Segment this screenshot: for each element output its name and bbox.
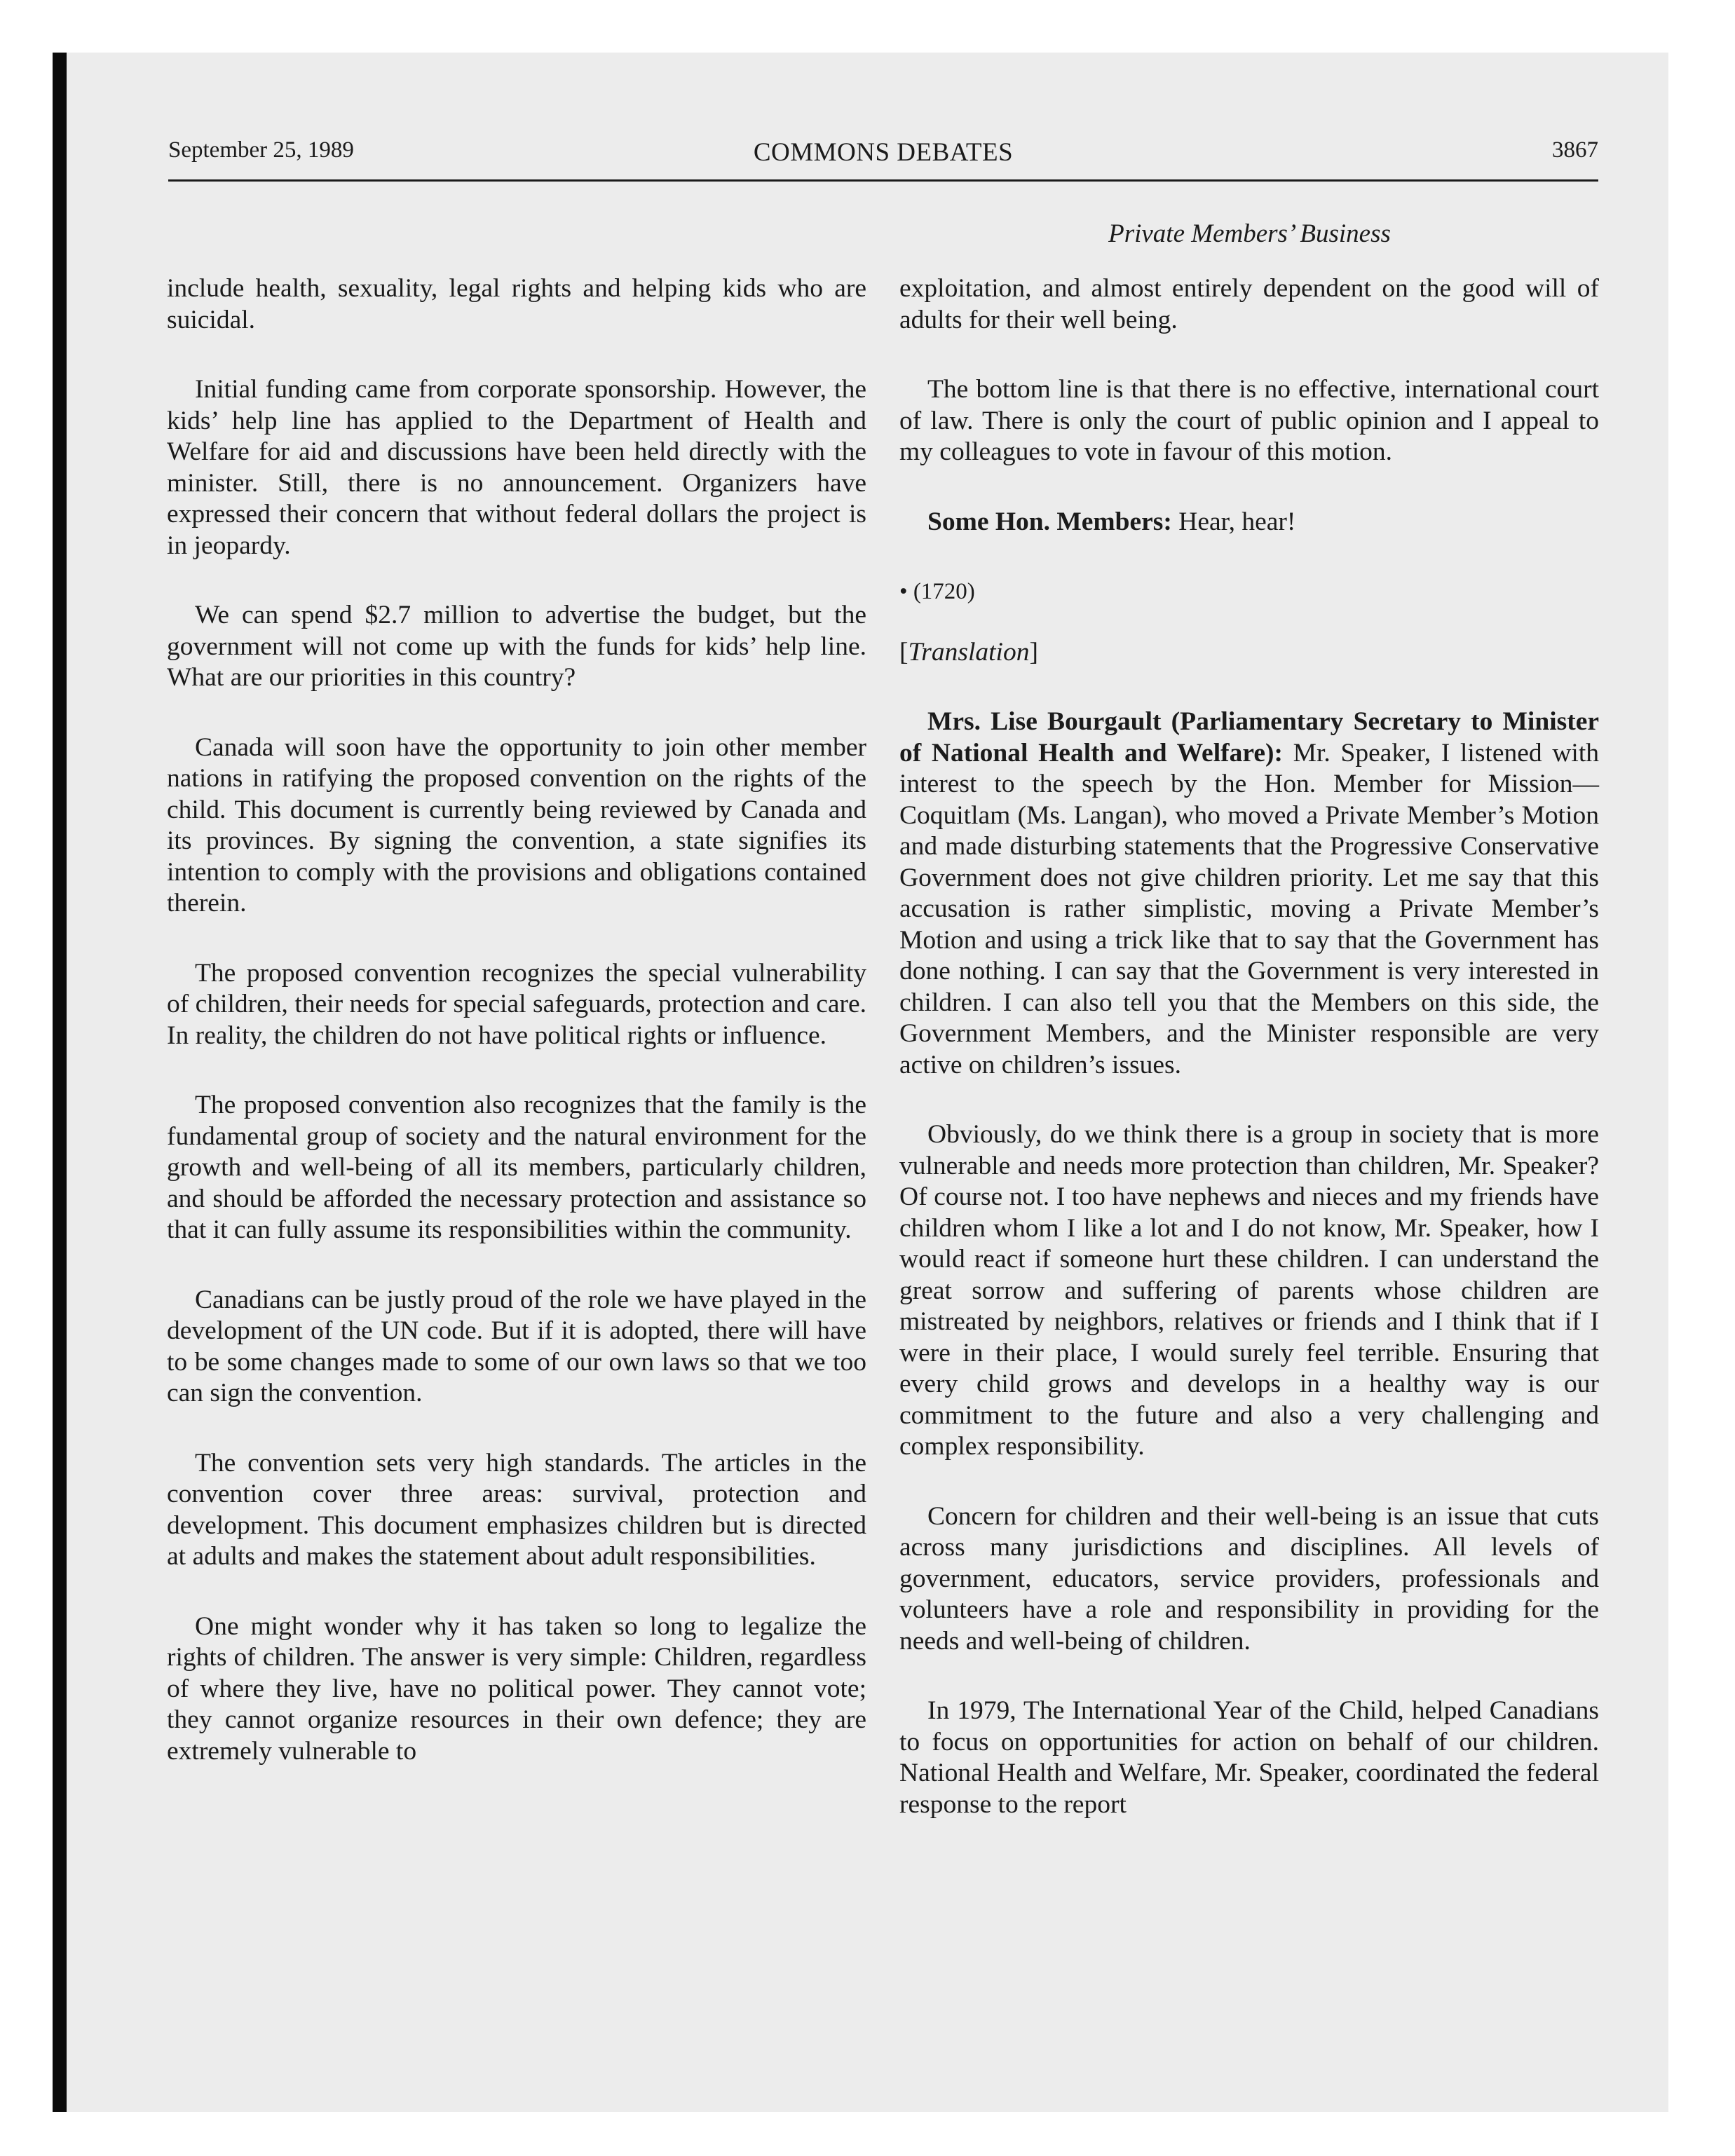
interjection-text: Hear, hear! — [1178, 507, 1296, 536]
paragraph: Canadians can be justly proud of the role we have played in the development of the UN code. But if it is adopted, there will have to be some changes made to some of our own laws so that we too can sign the convention. — [167, 1285, 866, 1407]
time-mark: (1720) — [913, 579, 975, 604]
translation-bracket-close: ] — [1029, 637, 1038, 667]
speech-text: Mr. Speaker, I listened with interest to the speech by the Hon. Member for Mission—Coquitlam (Ms. Langan), who moved a Private Member’s Motion and made disturbing statements that the Progressive Conservative Government does not give children priority. Let me say that this accusation is rather simplistic, moving a Private Member’s Motion and using a trick like that to say that the Government has done nothing. I can say that the Government is very interested in children. I can also tell you that the Members on this side, the Government Members, and the Minister responsible are very active on children’s issues. — [899, 738, 1600, 1079]
right-column — [899, 273, 1599, 1859]
header-date: September 25, 1989 — [168, 137, 354, 163]
paragraph: include health, sexuality, legal rights and helping kids who are suicidal. — [167, 274, 866, 334]
interjection — [899, 507, 1599, 538]
translation-tag — [899, 637, 1599, 669]
header-page-number: 3867 — [1552, 137, 1598, 163]
time-marker — [899, 576, 1599, 608]
paragraph: In 1979, The International Year of the Child, helped Canadians to focus on opportunities for action on behalf of our children. National Health and Welfare, Mr. Speaker, coordinated the federal response to the report — [899, 1696, 1599, 1819]
running-header — [168, 137, 1598, 174]
header-title: COMMONS DEBATES — [753, 138, 1014, 167]
speech-speaker: Mrs. Lise Bourgault (Parliamentary Secretary to Minister of National Health and Welfare): — [899, 707, 1599, 767]
speech-paragraph — [899, 707, 1599, 1081]
paragraph: We can spend $2.7 million to advertise the budget, but the government will not come up with the funds for kids’ help line. What are our priorities in this country? — [167, 601, 866, 692]
bullet-icon: • — [899, 579, 908, 604]
paragraph: Obviously, do we think there is a group in society that is more vulnerable and needs more protection than children, Mr. Speaker? Of course not. I too have nephews and nieces and my friends have children whom I like a lot and I do not know, Mr. Speaker, how I would react if someone hurt these children. I can understand the great sorrow and suffering of parents whose children are mistreated by neighbors, relatives or friends and I think that if I were in their place, I would surely feel terrible. Ensuring that every child grows and develops in a healthy way is our commitment to the future and also a very challenging and complex responsibility. — [899, 1120, 1599, 1461]
translation-bracket-open: [ — [899, 637, 909, 667]
paragraph: The convention sets very high standards. The articles in the convention cover three areas: survival, protection and development. This document emphasizes children but is directed at adults and makes the statement about adult responsibilities. — [167, 1448, 866, 1571]
paragraph: One might wonder why it has taken so long to legalize the rights of children. The answer is very simple: Children, regardless of where they live, have no political power. They cannot vote; they cannot organize resources in their own defence; they are extremely vulnerable to — [167, 1611, 866, 1766]
paragraph: Canada will soon have the opportunity to join other member nations in ratifying the proposed convention on the rights of the child. This document is currently being reviewed by Canada and its provinces. By signing the convention, a state signifies its intention to comply with the provisions and obligations contained therein. — [167, 732, 866, 917]
paragraph: The proposed convention also recognizes that the family is the fundamental group of society and the natural environment for the growth and well-being of all its members, particularly children, and should be afforded the necessary protection and assistance so that it can fully assume its responsibilities within the community. — [167, 1091, 866, 1244]
interjection-speaker: Some Hon. Members: — [927, 507, 1172, 536]
binding-edge — [53, 53, 67, 2112]
left-column — [167, 273, 866, 1806]
translation-word: Translation — [908, 637, 1030, 667]
section-heading: Private Members’ Business — [1108, 219, 1391, 248]
paragraph: The proposed convention recognizes the special vulnerability of children, their needs for special safeguards, protection and care. In reality, the children do not have political rights or influence. — [167, 958, 866, 1050]
header-rule — [168, 179, 1598, 182]
paragraph: exploitation, and almost entirely dependent on the good will of adults for their well being. — [899, 274, 1599, 334]
paragraph: The bottom line is that there is no effective, international court of law. There is only the court of public opinion and I appeal to my colleagues to vote in favour of this motion. — [899, 375, 1599, 466]
paragraph: Initial funding came from corporate sponsorship. However, the kids’ help line has applied to the Department of Health and Welfare for aid and discussions have been held directly with the minister. Still, there is no announcement. Organizers have expressed their concern that without federal dollars the project is in jeopardy. — [167, 375, 866, 560]
paragraph: Concern for children and their well-being is an issue that cuts across many jurisdictions and disciplines. All levels of government, educators, service providers, professionals and volunteers have a role and responsibility in providing for the needs and well-being of children. — [899, 1501, 1599, 1656]
